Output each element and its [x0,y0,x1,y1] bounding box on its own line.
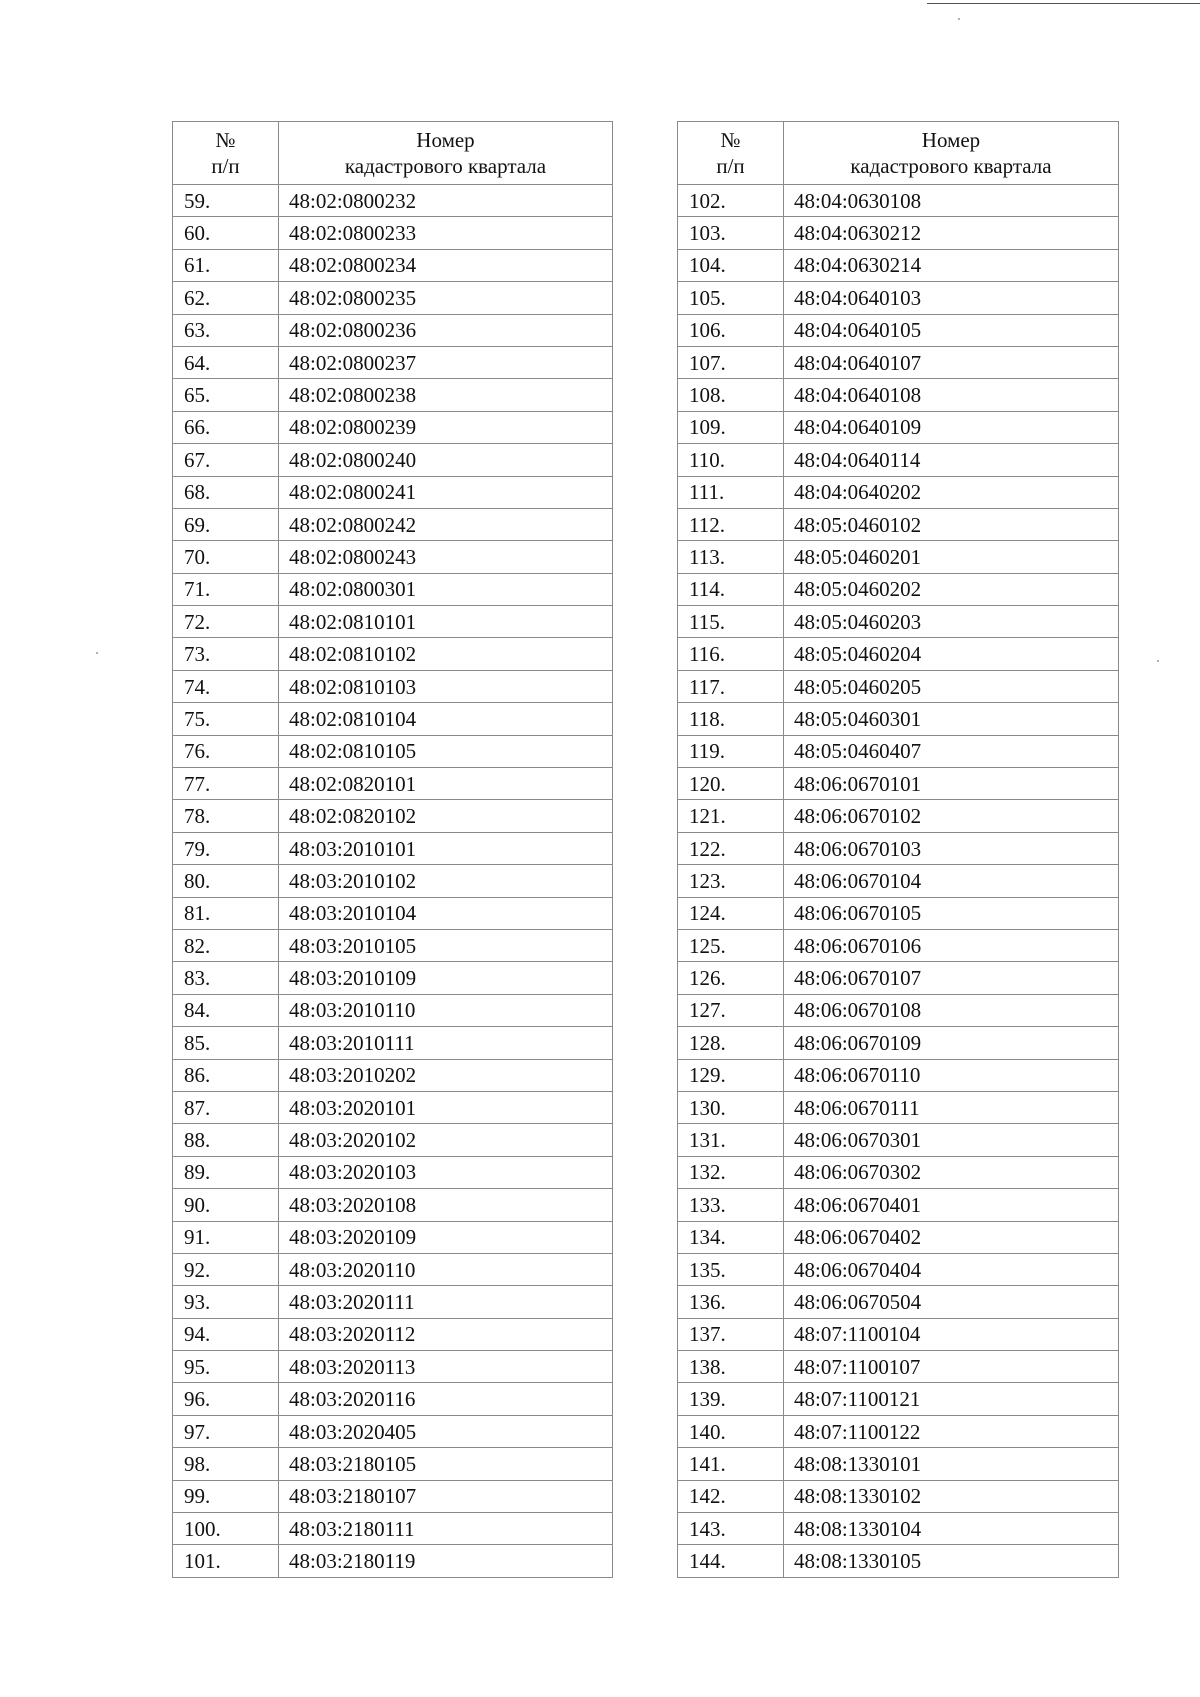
cadastral-quarter-number: 48:06:0670105 [784,897,1119,929]
row-number: 61. [173,249,279,281]
column-header-number [678,122,784,185]
table-row [678,249,1119,281]
row-number: 135. [678,1253,784,1285]
cadastral-quarter-number: 48:03:2010105 [279,929,613,961]
table-row [173,1286,613,1318]
scan-speck [96,652,98,654]
row-number: 96. [173,1383,279,1415]
cadastral-quarter-number: 48:06:0670102 [784,800,1119,832]
cadastral-quarter-number: 48:06:0670101 [784,768,1119,800]
row-number: 67. [173,444,279,476]
table-row [678,800,1119,832]
row-number: 137. [678,1318,784,1350]
table-row [173,638,613,670]
row-number: 119. [678,735,784,767]
row-number: 141. [678,1448,784,1480]
row-number: 110. [678,444,784,476]
column-header-number-line2: п/п [716,154,745,178]
table-body-left [173,185,613,1578]
table-row [173,929,613,961]
cadastral-quarter-number: 48:05:0460202 [784,573,1119,605]
table-row [173,573,613,605]
cadastral-quarter-number: 48:04:0640107 [784,346,1119,378]
row-number: 71. [173,573,279,605]
scan-speck [958,18,960,20]
table-row [678,897,1119,929]
row-number: 103. [678,217,784,249]
table-row [678,217,1119,249]
page-corner-mark [927,3,1200,9]
cadastral-quarter-number: 48:03:2010110 [279,994,613,1026]
row-number: 98. [173,1448,279,1480]
table-row [173,1156,613,1188]
table-row [678,411,1119,443]
table-row [678,1545,1119,1577]
cadastral-quarter-number: 48:03:2020116 [279,1383,613,1415]
cadastral-quarter-number: 48:02:0800243 [279,541,613,573]
table-row [678,1415,1119,1447]
row-number: 128. [678,1027,784,1059]
table-row [173,249,613,281]
row-number: 120. [678,768,784,800]
table-row [678,638,1119,670]
table-row [678,735,1119,767]
cadastral-quarter-number: 48:03:2020103 [279,1156,613,1188]
row-number: 78. [173,800,279,832]
table-row [173,508,613,540]
column-header-number-line2: п/п [211,154,240,178]
table-row [173,1383,613,1415]
table-row [678,703,1119,735]
cadastral-quarter-number: 48:05:0460204 [784,638,1119,670]
cadastral-quarter-number: 48:06:0670104 [784,865,1119,897]
cadastral-quarter-number: 48:02:0800236 [279,314,613,346]
table-row [173,735,613,767]
row-number: 89. [173,1156,279,1188]
table-row [678,185,1119,217]
row-number: 95. [173,1351,279,1383]
column-header-code-line1: Номер [921,128,981,152]
table-row [173,1189,613,1221]
table-row [678,1383,1119,1415]
table-row [173,411,613,443]
cadastral-quarter-number: 48:02:0800237 [279,346,613,378]
table-row [678,1189,1119,1221]
column-header-code-line1: Номер [416,128,475,152]
cadastral-quarter-number: 48:02:0800232 [279,185,613,217]
cadastral-quarter-number: 48:06:0670111 [784,1091,1119,1123]
row-number: 70. [173,541,279,573]
row-number: 68. [173,476,279,508]
table-row [173,444,613,476]
row-number: 87. [173,1091,279,1123]
cadastral-quarter-number: 48:02:0800235 [279,282,613,314]
table-row [173,185,613,217]
cadastral-quarter-number: 48:06:0670301 [784,1124,1119,1156]
cadastral-quarter-number: 48:02:0800242 [279,508,613,540]
row-number: 72. [173,606,279,638]
row-number: 139. [678,1383,784,1415]
table-row [678,1059,1119,1091]
cadastral-quarter-number: 48:02:0800301 [279,573,613,605]
row-number: 64. [173,346,279,378]
table-header-row [173,122,613,185]
cadastral-quarter-number: 48:07:1100121 [784,1383,1119,1415]
table-row [678,1480,1119,1512]
table-row [678,476,1119,508]
table-row [173,994,613,1026]
table-row [173,865,613,897]
cadastral-quarter-number: 48:03:2020102 [279,1124,613,1156]
cadastral-quarter-number: 48:06:0670302 [784,1156,1119,1188]
row-number: 140. [678,1415,784,1447]
row-number: 81. [173,897,279,929]
table-row [173,1415,613,1447]
cadastral-quarter-number: 48:02:0820102 [279,800,613,832]
row-number: 60. [173,217,279,249]
table-row [678,541,1119,573]
row-number: 99. [173,1480,279,1512]
row-number: 92. [173,1253,279,1285]
table-row [173,314,613,346]
row-number: 117. [678,670,784,702]
cadastral-quarter-number: 48:03:2020101 [279,1091,613,1123]
cadastral-quarter-number: 48:03:2020108 [279,1189,613,1221]
table-row [173,282,613,314]
cadastral-quarter-number: 48:02:0800239 [279,411,613,443]
table-row [173,768,613,800]
cadastral-quarter-number: 48:02:0810102 [279,638,613,670]
row-number: 94. [173,1318,279,1350]
column-header-code [784,122,1119,185]
column-header-number [173,122,279,185]
cadastral-quarter-number: 48:03:2020113 [279,1351,613,1383]
table-row [678,346,1119,378]
cadastral-quarter-number: 48:04:0630214 [784,249,1119,281]
row-number: 107. [678,346,784,378]
table-row [678,929,1119,961]
cadastral-quarter-number: 48:08:1330104 [784,1513,1119,1545]
cadastral-quarter-number: 48:05:0460407 [784,735,1119,767]
column-header-code [279,122,613,185]
table-row [173,1545,613,1577]
row-number: 143. [678,1513,784,1545]
cadastral-quarter-number: 48:03:2010202 [279,1059,613,1091]
cadastral-quarter-number: 48:03:2020405 [279,1415,613,1447]
row-number: 91. [173,1221,279,1253]
cadastral-quarter-number: 48:08:1330101 [784,1448,1119,1480]
cadastral-quarter-number: 48:07:1100104 [784,1318,1119,1350]
table-row [678,1027,1119,1059]
table-row [678,1448,1119,1480]
cadastral-quarter-number: 48:03:2010111 [279,1027,613,1059]
table-row [678,282,1119,314]
row-number: 111. [678,476,784,508]
row-number: 114. [678,573,784,605]
table-row [678,1091,1119,1123]
table-row [173,800,613,832]
cadastral-quarter-number: 48:02:0800233 [279,217,613,249]
cadastral-quarter-number: 48:06:0670106 [784,929,1119,961]
cadastral-quarter-number: 48:02:0810101 [279,606,613,638]
cadastral-quarter-number: 48:02:0820101 [279,768,613,800]
row-number: 66. [173,411,279,443]
table-body-right [678,185,1119,1578]
cadastral-quarter-number: 48:03:2180107 [279,1480,613,1512]
table-row [173,703,613,735]
row-number: 133. [678,1189,784,1221]
row-number: 121. [678,800,784,832]
cadastral-quarter-number: 48:07:1100122 [784,1415,1119,1447]
table-row [173,1513,613,1545]
table-row [173,1059,613,1091]
column-header-number-line1: № [720,128,741,152]
cadastral-quarter-number: 48:02:0800240 [279,444,613,476]
row-number: 90. [173,1189,279,1221]
table-row [173,1027,613,1059]
row-number: 129. [678,1059,784,1091]
cadastral-table-right [677,121,1119,1578]
cadastral-quarter-number: 48:02:0800241 [279,476,613,508]
table-row [173,1253,613,1285]
row-number: 76. [173,735,279,767]
table-row [678,379,1119,411]
table-row [678,1221,1119,1253]
cadastral-quarter-number: 48:03:2010101 [279,832,613,864]
row-number: 123. [678,865,784,897]
row-number: 74. [173,670,279,702]
cadastral-quarter-number: 48:02:0810105 [279,735,613,767]
row-number: 102. [678,185,784,217]
cadastral-quarter-number: 48:03:2020110 [279,1253,613,1285]
row-number: 118. [678,703,784,735]
row-number: 105. [678,282,784,314]
table-row [173,1124,613,1156]
table-row [173,379,613,411]
row-number: 136. [678,1286,784,1318]
row-number: 134. [678,1221,784,1253]
row-number: 116. [678,638,784,670]
row-number: 80. [173,865,279,897]
table-row [173,606,613,638]
row-number: 93. [173,1286,279,1318]
cadastral-quarter-number: 48:04:0640109 [784,411,1119,443]
row-number: 131. [678,1124,784,1156]
cadastral-quarter-number: 48:06:0670401 [784,1189,1119,1221]
table-row [173,832,613,864]
cadastral-quarter-number: 48:03:2010109 [279,962,613,994]
table-row [678,962,1119,994]
row-number: 130. [678,1091,784,1123]
table-row [678,832,1119,864]
row-number: 59. [173,185,279,217]
table-row [678,314,1119,346]
cadastral-quarter-number: 48:07:1100107 [784,1351,1119,1383]
row-number: 106. [678,314,784,346]
row-number: 109. [678,411,784,443]
table-row [173,1448,613,1480]
table-row [678,1513,1119,1545]
table-row [678,865,1119,897]
row-number: 85. [173,1027,279,1059]
row-number: 65. [173,379,279,411]
row-number: 79. [173,832,279,864]
cadastral-quarter-number: 48:03:2020112 [279,1318,613,1350]
row-number: 69. [173,508,279,540]
column-header-number-line1: № [215,128,236,152]
cadastral-quarter-number: 48:04:0640114 [784,444,1119,476]
row-number: 125. [678,929,784,961]
table-row [173,1221,613,1253]
cadastral-quarter-number: 48:02:0800238 [279,379,613,411]
row-number: 100. [173,1513,279,1545]
cadastral-quarter-number: 48:06:0670402 [784,1221,1119,1253]
cadastral-quarter-number: 48:03:2180105 [279,1448,613,1480]
cadastral-quarter-number: 48:04:0640202 [784,476,1119,508]
cadastral-quarter-number: 48:02:0800234 [279,249,613,281]
cadastral-quarter-number: 48:03:2010104 [279,897,613,929]
cadastral-quarter-number: 48:05:0460201 [784,541,1119,573]
table-row [678,1124,1119,1156]
cadastral-quarter-number: 48:02:0810103 [279,670,613,702]
cadastral-quarter-number: 48:05:0460102 [784,508,1119,540]
cadastral-table-left [172,121,613,1578]
cadastral-quarter-number: 48:05:0460203 [784,606,1119,638]
row-number: 122. [678,832,784,864]
row-number: 112. [678,508,784,540]
row-number: 126. [678,962,784,994]
cadastral-quarter-number: 48:06:0670110 [784,1059,1119,1091]
row-number: 124. [678,897,784,929]
cadastral-quarter-number: 48:03:2180119 [279,1545,613,1577]
row-number: 142. [678,1480,784,1512]
table-row [678,768,1119,800]
table-row [678,1156,1119,1188]
table-row [173,1480,613,1512]
cadastral-quarter-number: 48:04:0630108 [784,185,1119,217]
cadastral-quarter-number: 48:06:0670107 [784,962,1119,994]
cadastral-quarter-number: 48:03:2010102 [279,865,613,897]
row-number: 83. [173,962,279,994]
row-number: 101. [173,1545,279,1577]
cadastral-quarter-number: 48:04:0640105 [784,314,1119,346]
row-number: 86. [173,1059,279,1091]
row-number: 132. [678,1156,784,1188]
column-header-code-line2: кадастрового квартала [344,154,547,178]
table-row [678,573,1119,605]
cadastral-quarter-number: 48:04:0640108 [784,379,1119,411]
table-row [173,1091,613,1123]
cadastral-quarter-number: 48:04:0640103 [784,282,1119,314]
table-row [173,897,613,929]
cadastral-quarter-number: 48:06:0670103 [784,832,1119,864]
row-number: 84. [173,994,279,1026]
table-row [173,476,613,508]
row-number: 108. [678,379,784,411]
table-row [678,508,1119,540]
table-row [678,1318,1119,1350]
table-row [678,1253,1119,1285]
row-number: 144. [678,1545,784,1577]
table-row [173,346,613,378]
row-number: 73. [173,638,279,670]
cadastral-quarter-number: 48:05:0460301 [784,703,1119,735]
row-number: 138. [678,1351,784,1383]
table-row [678,1351,1119,1383]
table-row [678,444,1119,476]
scan-speck [1157,660,1159,662]
row-number: 115. [678,606,784,638]
row-number: 97. [173,1415,279,1447]
cadastral-quarter-number: 48:05:0460205 [784,670,1119,702]
table-row [678,606,1119,638]
table-row [173,217,613,249]
cadastral-quarter-number: 48:03:2020111 [279,1286,613,1318]
row-number: 88. [173,1124,279,1156]
table-row [173,1318,613,1350]
cadastral-quarter-number: 48:06:0670404 [784,1253,1119,1285]
row-number: 62. [173,282,279,314]
table-row [678,670,1119,702]
row-number: 127. [678,994,784,1026]
cadastral-quarter-number: 48:08:1330102 [784,1480,1119,1512]
row-number: 82. [173,929,279,961]
cadastral-quarter-number: 48:02:0810104 [279,703,613,735]
row-number: 104. [678,249,784,281]
table-row [173,670,613,702]
row-number: 77. [173,768,279,800]
cadastral-quarter-number: 48:03:2180111 [279,1513,613,1545]
table-row [173,541,613,573]
cadastral-quarter-number: 48:08:1330105 [784,1545,1119,1577]
row-number: 75. [173,703,279,735]
cadastral-quarter-number: 48:06:0670504 [784,1286,1119,1318]
cadastral-quarter-number: 48:03:2020109 [279,1221,613,1253]
cadastral-quarter-number: 48:06:0670109 [784,1027,1119,1059]
column-header-code-line2: кадастрового квартала [850,154,1052,178]
row-number: 113. [678,541,784,573]
table-row [173,1351,613,1383]
cadastral-quarter-number: 48:06:0670108 [784,994,1119,1026]
cadastral-quarter-number: 48:04:0630212 [784,217,1119,249]
table-row [678,1286,1119,1318]
row-number: 63. [173,314,279,346]
table-row [678,994,1119,1026]
table-header-row [678,122,1119,185]
table-row [173,962,613,994]
